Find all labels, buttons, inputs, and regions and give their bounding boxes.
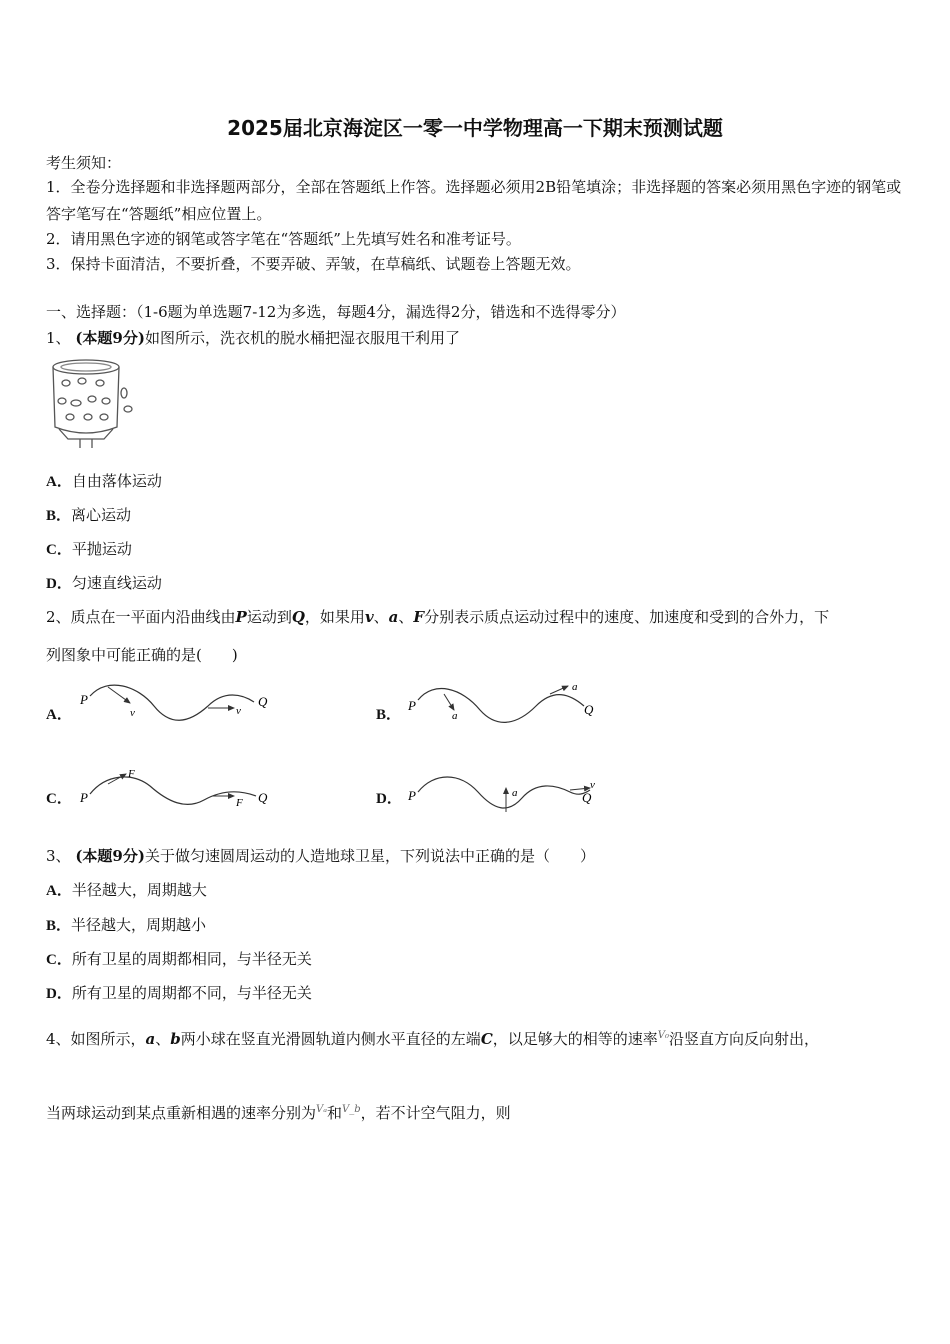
q3-stem: 3、 (本题9分)关于做匀速圆周运动的人造地球卫星，下列说法中正确的是（ ）	[46, 847, 595, 865]
fig-d-label-q: Q	[582, 790, 592, 805]
fig-a-label-p: P	[80, 692, 88, 707]
notice-item-2: 2．请用黑色字迹的钢笔或答字笔在“答题纸”上先填写姓名和准考证号。	[46, 230, 521, 248]
q1-option-b[interactable]: B．离心运动	[46, 506, 132, 524]
fig-c-label-f2: F	[236, 797, 243, 809]
q4-stem-line-2: 当两球运动到某点重新相遇的速率分别为$^{V_a}$和$^{V\_b}$，若不计空气阻力，则	[46, 1104, 511, 1122]
q3-option-d[interactable]: D．所有卫星的周期都不同，与半径无关	[46, 984, 312, 1002]
fig-b-label-q: Q	[584, 702, 594, 717]
fig-b-label-a2: a	[572, 681, 578, 693]
q2-option-d[interactable]: D．	[376, 791, 402, 807]
fig-a-label-v2: v	[236, 705, 241, 717]
symbol-va: Vₐ	[316, 1104, 327, 1115]
q1-text: 如图所示，洗衣机的脱水桶把湿衣服甩干利用了	[144, 329, 460, 347]
dryer-drum-figure	[44, 355, 144, 453]
q1-option-d[interactable]: D．匀速直线运动	[46, 574, 162, 592]
notice-item-3: 3．保持卡面清洁，不要折叠，不要弄破、弄皱，在草稿纸、试题卷上答题无效。	[46, 255, 581, 273]
q2-option-b[interactable]: B．	[376, 707, 402, 723]
notice-item-1: 1．全卷分选择题和非选择题两部分，全部在答题纸上作答。选择题必须用2B铅笔填涂；非选择题的答案必须用黑色字迹的钢笔或答字笔写在“答题纸”相应位置上。	[46, 178, 902, 223]
q3-option-b[interactable]: B．半径越大，周期越小	[46, 916, 207, 934]
q2-figure-b	[404, 676, 604, 732]
q2-figure-a	[76, 678, 276, 730]
symbol-v0: V₀	[657, 1030, 670, 1041]
q1-tag: (本题9分)	[75, 329, 145, 347]
q4-stem-line-1: 4、如图所示，a、b两小球在竖直光滑圆轨道内侧水平直径的左端C，以足够大的相等的速率$^{V_0}$沿竖直方向反向射出，	[46, 1030, 820, 1048]
fig-d-label-a: a	[512, 787, 518, 799]
q2-figure-d	[404, 762, 604, 818]
section-heading: 一、选择题：（1-6题为单选题7-12为多选，每题4分，漏选得2分，错选和不选得零分）	[46, 303, 626, 321]
fig-d-label-v: v	[590, 779, 595, 791]
q2-stem-line-2: 列图象中可能正确的是( )	[46, 646, 238, 664]
fig-c-label-q: Q	[258, 790, 268, 805]
symbol-vb: V_b	[342, 1104, 361, 1115]
page-title: 2025届北京海淀区一零一中学物理高一下期末预测试题	[227, 116, 723, 140]
q2-figure-c	[76, 762, 276, 818]
fig-a-label-v1: v	[130, 707, 135, 719]
fig-b-label-p: P	[408, 698, 416, 713]
q3-option-c[interactable]: C．所有卫星的周期都相同，与半径无关	[46, 950, 312, 968]
q1-option-a[interactable]: A．自由落体运动	[46, 472, 162, 490]
q1-stem	[46, 327, 460, 348]
q1-option-c[interactable]: C．平抛运动	[46, 540, 132, 558]
fig-a-label-q: Q	[258, 694, 268, 709]
q2-option-c[interactable]: C．	[46, 791, 72, 807]
notice-heading: 考生须知：	[46, 154, 122, 172]
q3-option-a[interactable]: A．半径越大，周期越大	[46, 881, 207, 899]
fig-c-label-p: P	[80, 790, 88, 805]
q1-number: 1、	[46, 329, 71, 347]
fig-b-label-a1: a	[452, 710, 458, 722]
fig-d-label-p: P	[408, 788, 416, 803]
q2-option-a[interactable]: A．	[46, 707, 72, 723]
fig-c-label-f1: F	[128, 768, 135, 780]
q2-stem-line-1: 2、质点在一平面内沿曲线由P运动到Q，如果用v、a、F分别表示质点运动过程中的速度、加速度和受到的合外力，下	[46, 608, 830, 626]
